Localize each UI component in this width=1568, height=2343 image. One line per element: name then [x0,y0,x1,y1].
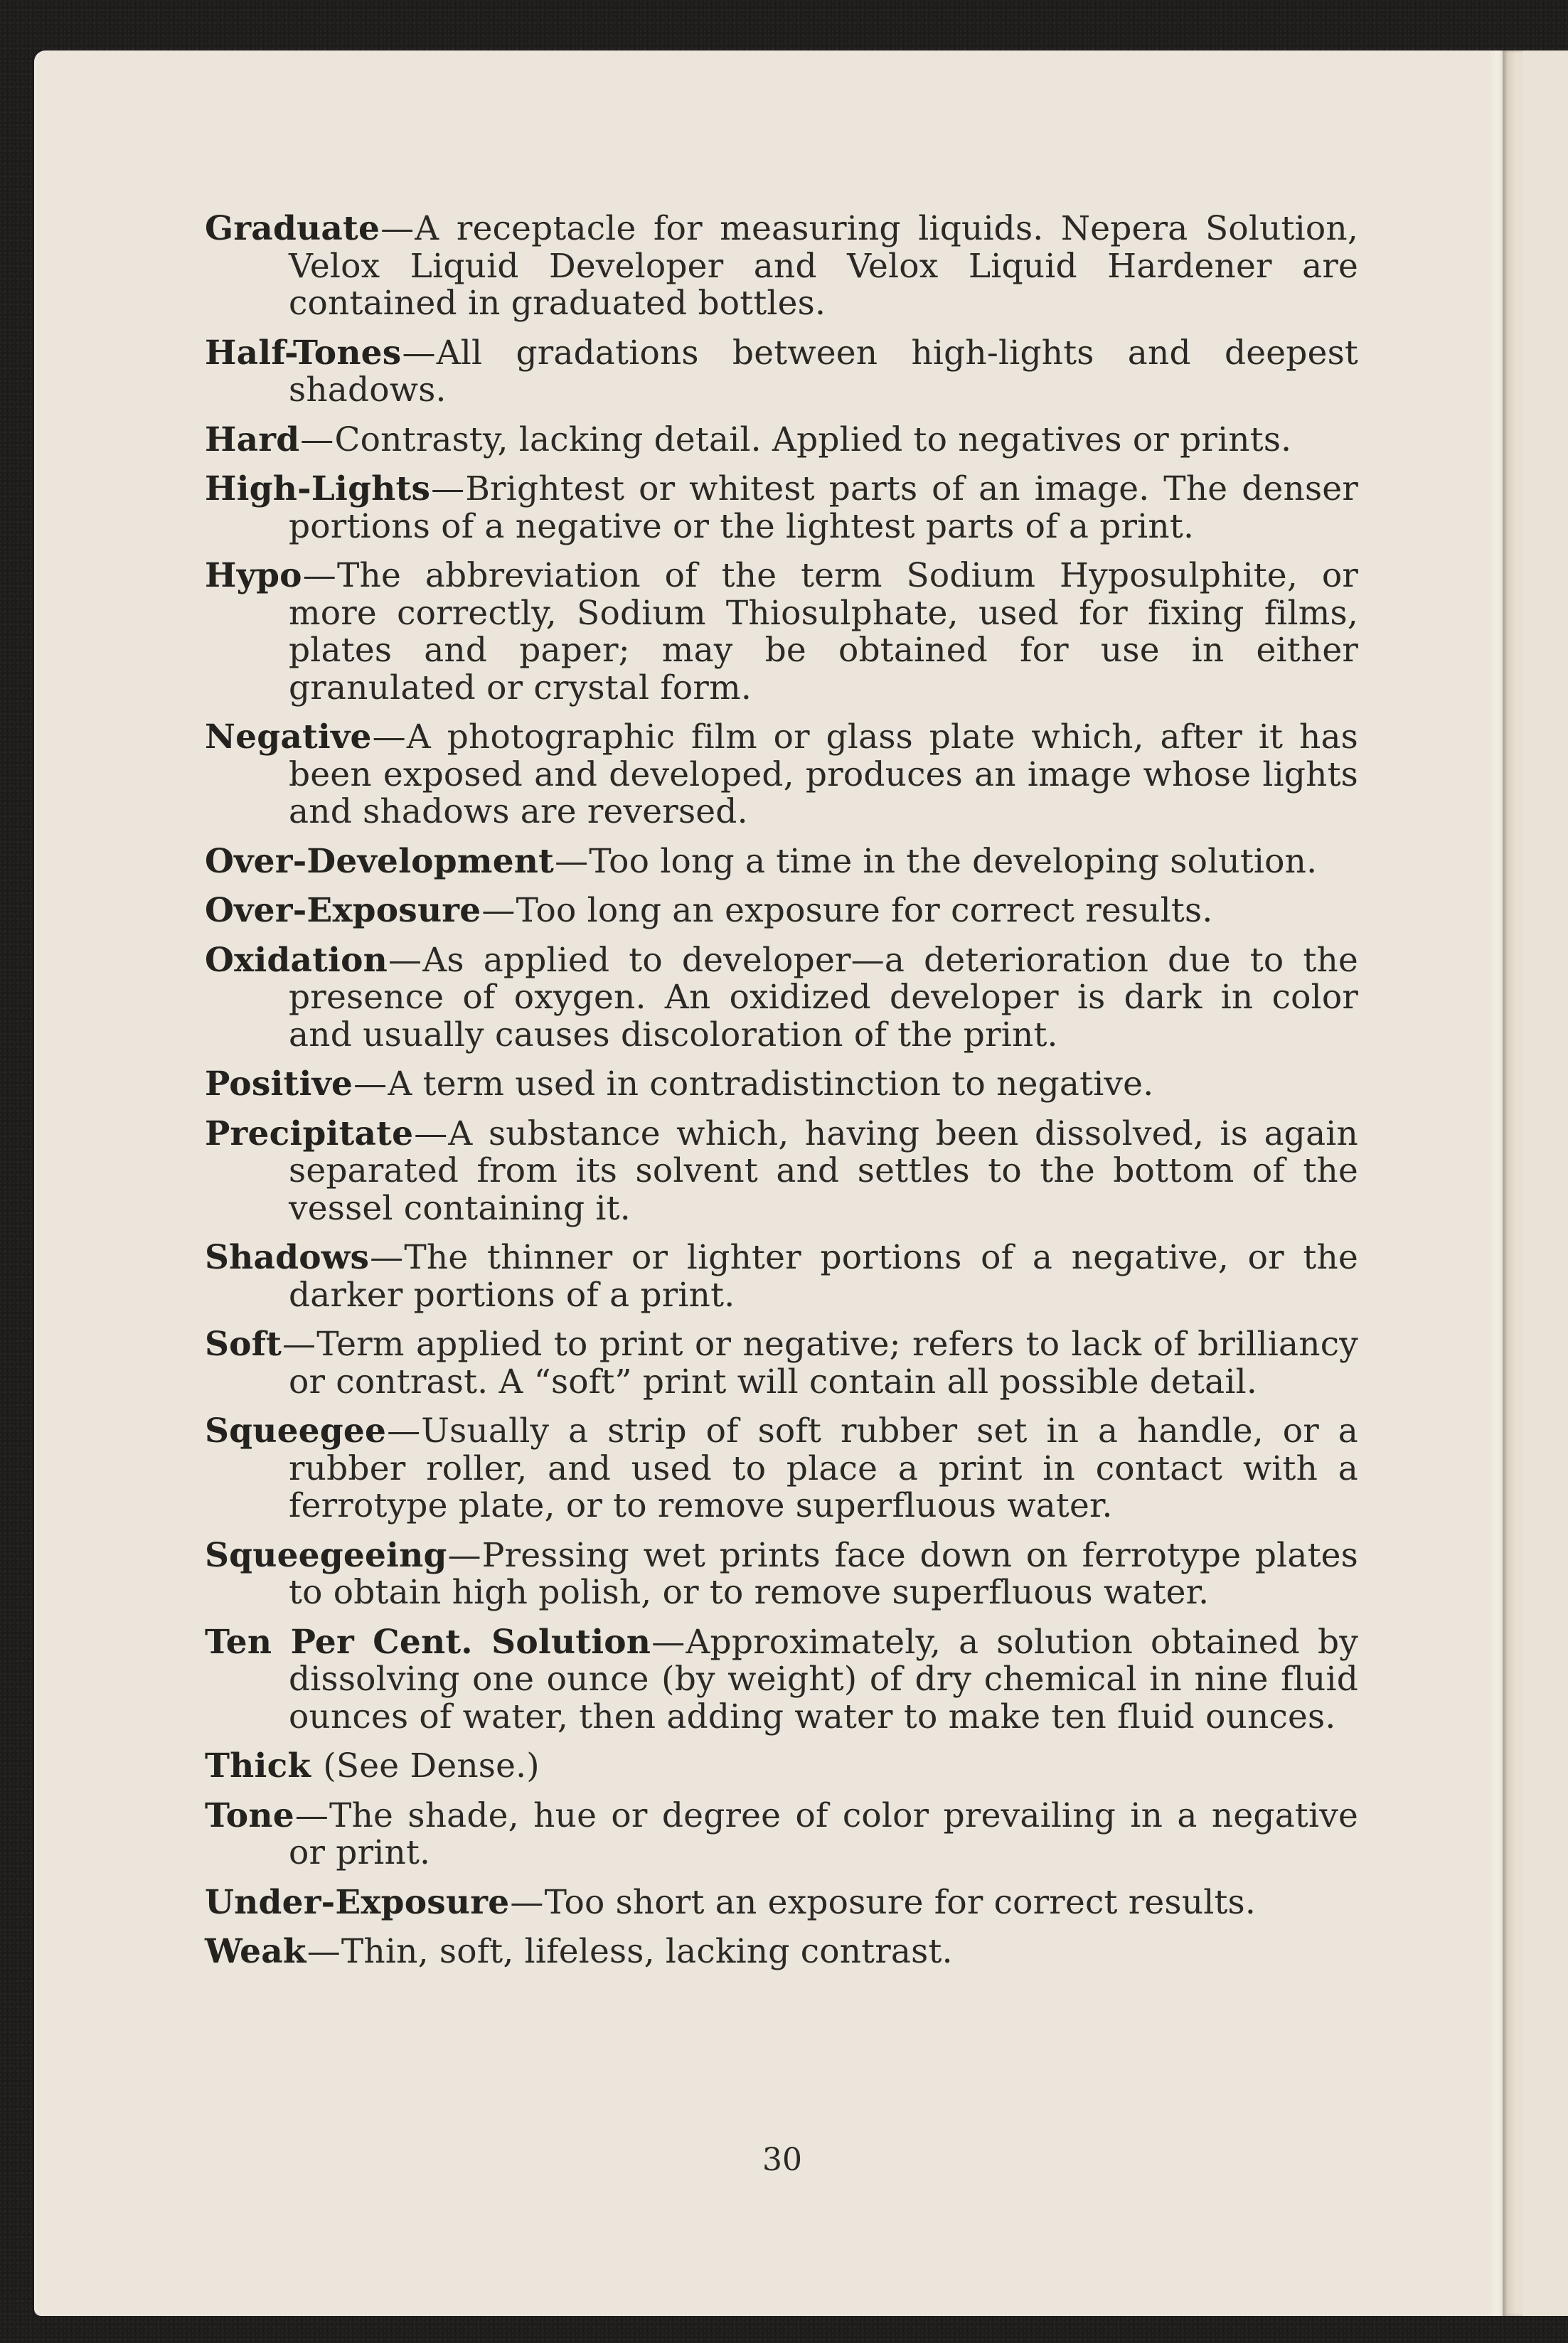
entry-definition: (See Dense.) [323,1746,540,1786]
entry-definition: A photographic film or glass plate which, after it has been exposed and developed, produces an image whose lights and shadows are reversed. [289,717,1358,831]
entry-separator: — [402,333,436,373]
glossary-entry-graduate [205,210,1358,323]
entry-separator: — [555,841,589,881]
entry-term: Half-Tones [205,333,402,373]
entry-term: Precipitate [205,1114,414,1153]
entry-definition: The abbreviation of the term Sodium Hyposulphite, or more correctly, Sodium Thiosulphate, used for fixing films, plates and paper; may be obtained for use in either granulated or crystal form. [289,556,1358,708]
entry-term: Over-Exposure [205,891,481,930]
glossary-entry-over-development [205,843,1358,881]
entry-separator: — [510,1882,544,1922]
entry-definition: Approximately, a solution obtained by dissolving one ounce (by weight) of dry chemical in nine fluid ounces of water, then adding water to make ten fluid ounces. [289,1622,1359,1736]
entry-term: Positive [205,1064,353,1104]
entry-definition: Usually a strip of soft rubber set in a handle, or a rubber roller, and used to place a print in contact with a ferrotype plate, or to remove superfluous water. [289,1411,1358,1525]
entry-separator: — [481,891,516,930]
entry-term: Oxidation [205,940,388,980]
glossary-entry-hard [205,422,1358,459]
page-edge [1490,50,1503,2316]
entry-term: High-Lights [205,469,431,508]
glossary-entry-precipitate [205,1116,1358,1228]
entry-definition: Contrasty, lacking detail. Applied to negatives or prints. [334,420,1292,459]
entry-separator [311,1746,322,1786]
glossary-entry-shadows [205,1239,1358,1314]
facing-page-sliver [1522,50,1568,2316]
binding-gutter [1503,50,1522,2316]
entry-separator: — [282,1325,316,1364]
glossary-entry-under-exposure [205,1884,1358,1922]
entry-definition: The thinner or lighter portions of a negative, or the darker portions of a print. [289,1238,1358,1315]
entry-term: Ten Per Cent. Solution [205,1622,651,1662]
entry-definition: A substance which, having been dissolved, is again separated from its solvent and settles to the bottom of the vessel containing it. [289,1114,1358,1228]
entry-definition: Too long a time in the developing solution. [589,841,1318,881]
glossary-entry-half-tones [205,335,1358,410]
entry-separator: — [302,556,336,595]
entry-term: Weak [205,1932,306,1971]
entry-definition: Too short an exposure for correct results. [544,1882,1256,1922]
glossary-entry-high-lights [205,471,1358,545]
entry-term: Thick [205,1746,311,1786]
glossary-entry-soft [205,1326,1358,1401]
entry-separator: — [447,1535,481,1575]
entry-separator: — [372,717,406,757]
glossary-entry-positive [205,1066,1358,1104]
glossary-entry-negative [205,719,1358,831]
entry-separator: — [387,1411,421,1451]
entry-term: Under-Exposure [205,1882,510,1922]
entry-separator: — [370,1238,404,1277]
entry-term: Shadows [205,1238,370,1277]
glossary-entry-oxidation [205,942,1358,1055]
glossary-entry-hypo [205,557,1358,707]
glossary-entry-ten-per-cent-solution [205,1624,1358,1736]
entry-term: Squeegeeing [205,1535,447,1575]
glossary-entry-thick [205,1748,1358,1786]
entry-definition: Brightest or whitest parts of an image. The denser portions of a negative or the lightest parts of a print. [289,469,1358,546]
entry-separator: — [388,940,422,980]
entry-separator: — [431,469,465,508]
entry-term: Over-Development [205,841,555,881]
entry-term: Soft [205,1325,282,1364]
entry-definition: A term used in contradistinction to negative. [388,1064,1154,1104]
entry-separator: — [380,209,415,248]
entry-definition: All gradations between high-lights and deepest shadows. [289,333,1358,410]
entry-separator: — [651,1622,686,1662]
entry-definition: The shade, hue or degree of color prevailing in a negative or print. [289,1795,1358,1872]
entry-separator: — [300,420,334,459]
entry-term: Tone [205,1795,294,1835]
entry-term: Squeegee [205,1411,387,1451]
entry-separator: — [294,1795,329,1835]
entry-term: Hard [205,420,300,459]
entry-term: Graduate [205,209,380,248]
entry-definition: Pressing wet prints face down on ferrotype plates to obtain high polish, or to remove superfluous water. [289,1535,1358,1612]
glossary-entry-tone [205,1795,1358,1872]
entry-term: Negative [205,717,372,757]
entry-definition: Too long an exposure for correct results. [516,891,1213,930]
entry-term: Hypo [205,556,302,595]
entry-definition: Thin, soft, lifeless, lacking contrast. [341,1932,953,1971]
entry-definition: As applied to developer—a deterioration due to the presence of oxygen. An oxidized developer is dark in color and usually causes discoloration of the print. [289,940,1358,1055]
glossary-entry-squeegeeing [205,1537,1358,1612]
page-number: 30 [762,2142,802,2178]
entry-definition: A receptacle for measuring liquids. Nepera Solution, Velox Liquid Developer and Velox Liquid Hardener are contained in graduated bottles. [289,209,1358,323]
entry-separator: — [353,1064,388,1104]
glossary-entry-over-exposure [205,892,1358,930]
glossary-entry-squeegee [205,1413,1358,1525]
entry-separator: — [306,1932,341,1971]
glossary-list [205,210,1358,1983]
entry-definition: Term applied to print or negative; refers to lack of brilliancy or contrast. A “soft” print will contain all possible detail. [289,1325,1358,1402]
entry-separator: — [414,1114,448,1153]
glossary-entry-weak [205,1933,1358,1971]
